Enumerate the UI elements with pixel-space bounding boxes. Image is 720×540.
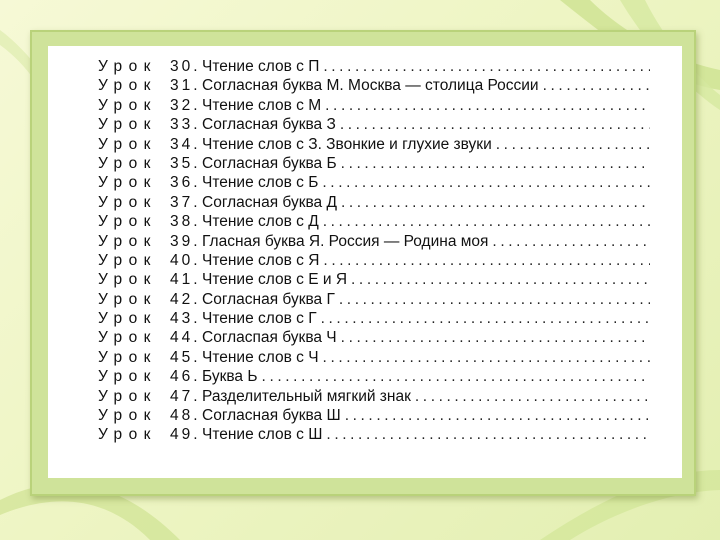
lesson-number: 34. bbox=[170, 135, 201, 153]
lesson-title: Разделительный мягкий знак bbox=[202, 387, 411, 405]
dot-leader bbox=[351, 270, 650, 289]
lesson-row bbox=[98, 348, 650, 367]
lesson-title: Чтение слов с Б bbox=[202, 174, 319, 192]
lesson-row bbox=[98, 96, 650, 115]
lesson-number: 44. bbox=[170, 329, 201, 347]
dot-leader bbox=[323, 251, 650, 270]
lesson-number: 32. bbox=[170, 96, 201, 114]
lesson-number: 35. bbox=[170, 154, 201, 172]
lesson-number: 45. bbox=[170, 348, 201, 366]
lesson-number: 36. bbox=[170, 174, 201, 192]
lesson-word: Урок bbox=[98, 135, 157, 153]
lesson-title: Согласпая буква Ч bbox=[202, 329, 337, 347]
dot-leader bbox=[321, 309, 650, 328]
dot-leader bbox=[262, 367, 650, 386]
lesson-title: Гласная буква Я. Россия — Родина моя bbox=[202, 232, 489, 250]
lesson-row bbox=[98, 76, 650, 95]
lesson-row bbox=[98, 290, 650, 309]
lesson-title: Чтение слов с П bbox=[202, 58, 320, 75]
lesson-word: Урок bbox=[98, 329, 157, 347]
dot-leader bbox=[341, 328, 650, 347]
lesson-number: 48. bbox=[170, 407, 201, 425]
lesson-title: Согласная буква Г bbox=[202, 290, 335, 308]
lesson-number: 30. bbox=[170, 58, 201, 75]
lesson-number: 47. bbox=[170, 387, 201, 405]
lesson-row bbox=[98, 135, 650, 154]
lesson-word: Урок bbox=[98, 154, 157, 172]
lesson-word: Урок bbox=[98, 368, 157, 386]
dot-leader bbox=[345, 406, 650, 425]
lesson-word: Урок bbox=[98, 232, 157, 250]
lesson-word: Урок bbox=[98, 407, 157, 425]
lesson-row bbox=[98, 387, 650, 406]
lesson-title: Чтение слов с Я bbox=[202, 251, 320, 269]
lesson-title: Чтение слов с Д bbox=[202, 213, 319, 231]
lesson-row bbox=[98, 251, 650, 270]
lesson-word: Урок bbox=[98, 96, 157, 114]
lesson-title: Согласная буква Д bbox=[202, 193, 337, 211]
lesson-word: Урок bbox=[98, 213, 157, 231]
lesson-row bbox=[98, 309, 650, 328]
lesson-title: Чтение слов с Ч bbox=[202, 348, 319, 366]
lesson-number: 40. bbox=[170, 251, 201, 269]
lesson-row bbox=[98, 173, 650, 192]
lesson-title: Согласная буква Ш bbox=[202, 407, 341, 425]
dot-leader bbox=[340, 115, 650, 134]
lesson-number: 33. bbox=[170, 116, 201, 134]
lesson-word: Урок bbox=[98, 348, 157, 366]
dot-leader bbox=[341, 193, 650, 212]
lesson-row bbox=[98, 232, 650, 251]
dot-leader bbox=[323, 212, 650, 231]
lesson-title: Согласная буква Б bbox=[202, 154, 337, 172]
lesson-number: 38. bbox=[170, 213, 201, 231]
lesson-title: Согласная буква З bbox=[202, 116, 336, 134]
lesson-word: Урок bbox=[98, 310, 157, 328]
lesson-word: Урок bbox=[98, 77, 157, 95]
lesson-row bbox=[98, 115, 650, 134]
lesson-title: Чтение слов с Е и Я bbox=[202, 271, 348, 289]
lesson-row bbox=[98, 193, 650, 212]
lesson-word: Урок bbox=[98, 251, 157, 269]
lesson-row bbox=[98, 367, 650, 386]
dot-leader bbox=[496, 135, 650, 154]
lesson-number: 49. bbox=[170, 426, 201, 444]
lesson-number: 42. bbox=[170, 290, 201, 308]
dot-leader bbox=[415, 387, 650, 406]
lesson-title: Согласная буква М. Москва — столица России bbox=[202, 77, 539, 95]
lesson-title: Чтение слов с З. Звонкие и глухие звуки bbox=[202, 135, 492, 153]
lesson-word: Урок bbox=[98, 387, 157, 405]
dot-leader bbox=[323, 57, 650, 76]
lesson-word: Урок bbox=[98, 116, 157, 134]
lesson-row bbox=[98, 212, 650, 231]
dot-leader bbox=[492, 232, 650, 251]
lesson-number: 43. bbox=[170, 310, 201, 328]
lesson-row bbox=[98, 425, 650, 444]
lesson-title: Чтение слов с Г bbox=[202, 310, 317, 328]
dot-leader bbox=[326, 425, 650, 444]
dot-leader bbox=[322, 173, 650, 192]
lesson-word: Урок bbox=[98, 58, 157, 75]
dot-leader bbox=[543, 76, 650, 95]
dot-leader bbox=[325, 96, 650, 115]
lesson-row bbox=[98, 406, 650, 425]
lesson-number: 46. bbox=[170, 368, 201, 386]
lesson-row bbox=[98, 57, 650, 76]
lesson-number: 31. bbox=[170, 77, 201, 95]
lesson-title: Чтение слов с М bbox=[202, 96, 322, 114]
dot-leader bbox=[339, 290, 650, 309]
dot-leader bbox=[341, 154, 650, 173]
lesson-row bbox=[98, 270, 650, 289]
lesson-title: Буква Ь bbox=[202, 368, 258, 386]
lesson-number: 41. bbox=[170, 271, 201, 289]
lesson-word: Урок bbox=[98, 174, 157, 192]
lesson-row bbox=[98, 328, 650, 347]
lesson-word: Урок bbox=[98, 290, 157, 308]
lesson-row bbox=[98, 154, 650, 173]
lesson-word: Урок bbox=[98, 271, 157, 289]
lesson-number: 39. bbox=[170, 232, 201, 250]
dot-leader bbox=[323, 348, 650, 367]
lesson-list bbox=[98, 57, 650, 445]
lesson-word: Урок bbox=[98, 193, 157, 211]
lesson-title: Чтение слов с Ш bbox=[202, 426, 323, 444]
lesson-word: Урок bbox=[98, 426, 157, 444]
lesson-number: 37. bbox=[170, 193, 201, 211]
